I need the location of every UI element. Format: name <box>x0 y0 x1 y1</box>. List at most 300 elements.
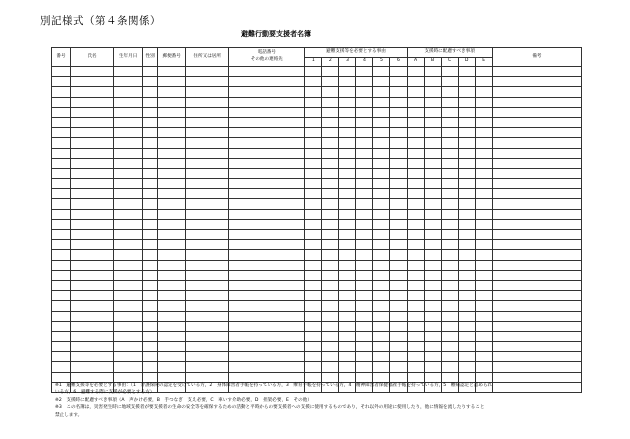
table-cell[interactable] <box>458 67 475 77</box>
table-cell[interactable] <box>229 77 305 87</box>
table-cell[interactable] <box>407 352 424 362</box>
table-cell[interactable] <box>305 179 322 189</box>
table-cell[interactable] <box>322 138 339 148</box>
table-cell[interactable] <box>424 117 441 127</box>
table-cell[interactable] <box>158 270 186 280</box>
table-cell[interactable] <box>492 352 581 362</box>
table-cell[interactable] <box>229 179 305 189</box>
table-cell[interactable] <box>305 199 322 209</box>
table-cell[interactable] <box>339 67 356 77</box>
table-cell[interactable] <box>186 331 229 341</box>
table-cell[interactable] <box>373 230 390 240</box>
table-cell[interactable] <box>373 270 390 280</box>
table-cell[interactable] <box>71 240 114 250</box>
table-cell[interactable] <box>390 230 407 240</box>
table-cell[interactable] <box>373 352 390 362</box>
table-cell[interactable] <box>143 199 158 209</box>
table-cell[interactable] <box>229 342 305 352</box>
table-cell[interactable] <box>305 352 322 362</box>
table-cell[interactable] <box>390 301 407 311</box>
table-cell[interactable] <box>114 291 143 301</box>
table-cell[interactable] <box>186 189 229 199</box>
table-cell[interactable] <box>143 372 158 382</box>
table-cell[interactable] <box>407 230 424 240</box>
table-cell[interactable] <box>186 87 229 97</box>
table-cell[interactable] <box>158 250 186 260</box>
table-cell[interactable] <box>492 97 581 107</box>
table-cell[interactable] <box>229 189 305 199</box>
table-cell[interactable] <box>114 107 143 117</box>
table-cell[interactable] <box>475 372 492 382</box>
table-cell[interactable] <box>52 179 71 189</box>
table-cell[interactable] <box>475 179 492 189</box>
table-cell[interactable] <box>229 209 305 219</box>
table-cell[interactable] <box>339 179 356 189</box>
table-cell[interactable] <box>441 209 458 219</box>
table-cell[interactable] <box>158 352 186 362</box>
table-cell[interactable] <box>492 117 581 127</box>
table-cell[interactable] <box>229 199 305 209</box>
table-cell[interactable] <box>458 107 475 117</box>
table-cell[interactable] <box>305 77 322 87</box>
table-cell[interactable] <box>424 362 441 372</box>
table-cell[interactable] <box>424 260 441 270</box>
table-cell[interactable] <box>458 189 475 199</box>
table-cell[interactable] <box>441 117 458 127</box>
table-cell[interactable] <box>71 107 114 117</box>
table-cell[interactable] <box>158 158 186 168</box>
table-cell[interactable] <box>441 372 458 382</box>
table-cell[interactable] <box>407 372 424 382</box>
table-cell[interactable] <box>458 301 475 311</box>
table-cell[interactable] <box>424 189 441 199</box>
table-cell[interactable] <box>229 280 305 290</box>
table-cell[interactable] <box>158 199 186 209</box>
table-cell[interactable] <box>492 250 581 260</box>
table-cell[interactable] <box>143 128 158 138</box>
table-cell[interactable] <box>458 117 475 127</box>
table-cell[interactable] <box>390 179 407 189</box>
table-cell[interactable] <box>143 240 158 250</box>
table-cell[interactable] <box>373 209 390 219</box>
table-cell[interactable] <box>52 240 71 250</box>
table-cell[interactable] <box>475 107 492 117</box>
table-cell[interactable] <box>143 362 158 372</box>
table-cell[interactable] <box>424 250 441 260</box>
table-cell[interactable] <box>475 342 492 352</box>
table-cell[interactable] <box>407 179 424 189</box>
table-cell[interactable] <box>143 158 158 168</box>
table-cell[interactable] <box>373 179 390 189</box>
table-cell[interactable] <box>229 372 305 382</box>
table-cell[interactable] <box>52 97 71 107</box>
table-cell[interactable] <box>390 260 407 270</box>
table-cell[interactable] <box>492 107 581 117</box>
table-cell[interactable] <box>339 158 356 168</box>
table-cell[interactable] <box>390 291 407 301</box>
table-cell[interactable] <box>390 77 407 87</box>
table-cell[interactable] <box>407 331 424 341</box>
table-cell[interactable] <box>441 230 458 240</box>
table-cell[interactable] <box>339 168 356 178</box>
table-cell[interactable] <box>390 128 407 138</box>
table-cell[interactable] <box>186 352 229 362</box>
table-cell[interactable] <box>339 250 356 260</box>
table-cell[interactable] <box>143 107 158 117</box>
table-cell[interactable] <box>114 230 143 240</box>
table-cell[interactable] <box>373 77 390 87</box>
table-cell[interactable] <box>71 331 114 341</box>
table-cell[interactable] <box>229 148 305 158</box>
table-cell[interactable] <box>475 168 492 178</box>
table-cell[interactable] <box>305 148 322 158</box>
table-cell[interactable] <box>143 179 158 189</box>
table-cell[interactable] <box>356 117 373 127</box>
table-cell[interactable] <box>186 372 229 382</box>
table-cell[interactable] <box>71 158 114 168</box>
table-cell[interactable] <box>492 230 581 240</box>
table-cell[interactable] <box>390 199 407 209</box>
table-cell[interactable] <box>322 199 339 209</box>
table-cell[interactable] <box>407 260 424 270</box>
table-cell[interactable] <box>52 280 71 290</box>
table-cell[interactable] <box>322 280 339 290</box>
table-cell[interactable] <box>441 311 458 321</box>
table-cell[interactable] <box>356 77 373 87</box>
table-cell[interactable] <box>424 352 441 362</box>
table-cell[interactable] <box>322 331 339 341</box>
table-cell[interactable] <box>114 311 143 321</box>
table-cell[interactable] <box>424 270 441 280</box>
table-cell[interactable] <box>407 250 424 260</box>
table-cell[interactable] <box>71 77 114 87</box>
table-cell[interactable] <box>114 280 143 290</box>
table-cell[interactable] <box>305 138 322 148</box>
table-cell[interactable] <box>143 97 158 107</box>
table-cell[interactable] <box>114 179 143 189</box>
table-cell[interactable] <box>475 362 492 372</box>
table-cell[interactable] <box>356 209 373 219</box>
table-cell[interactable] <box>356 331 373 341</box>
table-cell[interactable] <box>492 280 581 290</box>
table-cell[interactable] <box>373 311 390 321</box>
table-cell[interactable] <box>158 117 186 127</box>
table-cell[interactable] <box>407 158 424 168</box>
table-cell[interactable] <box>492 87 581 97</box>
table-cell[interactable] <box>114 138 143 148</box>
table-cell[interactable] <box>305 270 322 280</box>
table-cell[interactable] <box>322 117 339 127</box>
table-cell[interactable] <box>339 209 356 219</box>
table-cell[interactable] <box>373 219 390 229</box>
table-cell[interactable] <box>339 219 356 229</box>
table-cell[interactable] <box>71 230 114 240</box>
table-cell[interactable] <box>339 270 356 280</box>
table-cell[interactable] <box>186 240 229 250</box>
table-cell[interactable] <box>52 117 71 127</box>
table-cell[interactable] <box>424 240 441 250</box>
table-cell[interactable] <box>475 260 492 270</box>
table-cell[interactable] <box>373 128 390 138</box>
table-cell[interactable] <box>71 117 114 127</box>
table-cell[interactable] <box>407 219 424 229</box>
table-cell[interactable] <box>158 67 186 77</box>
table-cell[interactable] <box>114 128 143 138</box>
table-cell[interactable] <box>441 342 458 352</box>
table-cell[interactable] <box>158 107 186 117</box>
table-cell[interactable] <box>143 230 158 240</box>
table-cell[interactable] <box>158 280 186 290</box>
table-cell[interactable] <box>71 67 114 77</box>
table-cell[interactable] <box>407 128 424 138</box>
table-cell[interactable] <box>339 260 356 270</box>
table-cell[interactable] <box>305 342 322 352</box>
table-cell[interactable] <box>492 158 581 168</box>
table-cell[interactable] <box>407 87 424 97</box>
table-cell[interactable] <box>305 331 322 341</box>
table-cell[interactable] <box>339 311 356 321</box>
table-cell[interactable] <box>356 311 373 321</box>
table-cell[interactable] <box>424 107 441 117</box>
table-cell[interactable] <box>441 291 458 301</box>
table-cell[interactable] <box>158 311 186 321</box>
table-cell[interactable] <box>390 87 407 97</box>
table-cell[interactable] <box>339 189 356 199</box>
table-cell[interactable] <box>492 77 581 87</box>
table-cell[interactable] <box>186 321 229 331</box>
table-cell[interactable] <box>114 87 143 97</box>
table-cell[interactable] <box>424 128 441 138</box>
table-cell[interactable] <box>424 321 441 331</box>
table-cell[interactable] <box>114 158 143 168</box>
table-cell[interactable] <box>322 209 339 219</box>
table-cell[interactable] <box>305 189 322 199</box>
table-cell[interactable] <box>390 219 407 229</box>
table-cell[interactable] <box>158 301 186 311</box>
table-cell[interactable] <box>322 250 339 260</box>
table-cell[interactable] <box>424 179 441 189</box>
table-cell[interactable] <box>143 342 158 352</box>
table-cell[interactable] <box>475 280 492 290</box>
table-cell[interactable] <box>390 352 407 362</box>
table-cell[interactable] <box>373 158 390 168</box>
table-cell[interactable] <box>114 117 143 127</box>
table-cell[interactable] <box>186 250 229 260</box>
table-cell[interactable] <box>339 148 356 158</box>
table-cell[interactable] <box>143 168 158 178</box>
table-cell[interactable] <box>475 250 492 260</box>
table-cell[interactable] <box>71 179 114 189</box>
table-cell[interactable] <box>71 87 114 97</box>
table-cell[interactable] <box>373 148 390 158</box>
table-cell[interactable] <box>186 311 229 321</box>
table-cell[interactable] <box>114 342 143 352</box>
table-cell[interactable] <box>305 321 322 331</box>
table-cell[interactable] <box>458 209 475 219</box>
table-cell[interactable] <box>322 148 339 158</box>
table-cell[interactable] <box>52 311 71 321</box>
table-cell[interactable] <box>424 311 441 321</box>
table-cell[interactable] <box>322 260 339 270</box>
table-cell[interactable] <box>71 311 114 321</box>
table-cell[interactable] <box>229 97 305 107</box>
table-cell[interactable] <box>71 199 114 209</box>
table-cell[interactable] <box>71 128 114 138</box>
table-cell[interactable] <box>71 219 114 229</box>
table-cell[interactable] <box>407 107 424 117</box>
table-cell[interactable] <box>322 342 339 352</box>
table-cell[interactable] <box>305 311 322 321</box>
table-cell[interactable] <box>52 168 71 178</box>
table-cell[interactable] <box>186 67 229 77</box>
table-cell[interactable] <box>158 97 186 107</box>
table-cell[interactable] <box>339 301 356 311</box>
table-cell[interactable] <box>424 77 441 87</box>
table-cell[interactable] <box>322 77 339 87</box>
table-cell[interactable] <box>424 97 441 107</box>
table-cell[interactable] <box>158 148 186 158</box>
table-cell[interactable] <box>407 240 424 250</box>
table-cell[interactable] <box>475 311 492 321</box>
table-cell[interactable] <box>52 321 71 331</box>
table-cell[interactable] <box>424 148 441 158</box>
table-cell[interactable] <box>441 97 458 107</box>
table-cell[interactable] <box>373 331 390 341</box>
table-cell[interactable] <box>339 352 356 362</box>
table-cell[interactable] <box>186 260 229 270</box>
table-cell[interactable] <box>305 372 322 382</box>
table-cell[interactable] <box>373 321 390 331</box>
table-cell[interactable] <box>305 301 322 311</box>
table-cell[interactable] <box>322 107 339 117</box>
table-cell[interactable] <box>114 250 143 260</box>
table-cell[interactable] <box>229 240 305 250</box>
table-cell[interactable] <box>458 260 475 270</box>
table-cell[interactable] <box>390 240 407 250</box>
table-cell[interactable] <box>143 280 158 290</box>
table-cell[interactable] <box>322 321 339 331</box>
table-cell[interactable] <box>475 230 492 240</box>
table-cell[interactable] <box>475 97 492 107</box>
table-cell[interactable] <box>373 240 390 250</box>
table-cell[interactable] <box>475 352 492 362</box>
table-cell[interactable] <box>339 342 356 352</box>
table-cell[interactable] <box>322 219 339 229</box>
table-cell[interactable] <box>441 138 458 148</box>
table-cell[interactable] <box>441 270 458 280</box>
table-cell[interactable] <box>158 230 186 240</box>
table-cell[interactable] <box>390 311 407 321</box>
table-cell[interactable] <box>229 311 305 321</box>
table-cell[interactable] <box>475 138 492 148</box>
table-cell[interactable] <box>475 240 492 250</box>
table-cell[interactable] <box>305 87 322 97</box>
table-cell[interactable] <box>407 270 424 280</box>
table-cell[interactable] <box>356 87 373 97</box>
table-cell[interactable] <box>52 158 71 168</box>
table-cell[interactable] <box>356 199 373 209</box>
table-cell[interactable] <box>458 97 475 107</box>
table-cell[interactable] <box>492 168 581 178</box>
table-cell[interactable] <box>356 158 373 168</box>
table-cell[interactable] <box>441 148 458 158</box>
table-cell[interactable] <box>158 77 186 87</box>
table-cell[interactable] <box>52 230 71 240</box>
table-cell[interactable] <box>229 260 305 270</box>
table-cell[interactable] <box>390 280 407 290</box>
table-cell[interactable] <box>322 87 339 97</box>
table-cell[interactable] <box>441 250 458 260</box>
table-cell[interactable] <box>373 260 390 270</box>
table-cell[interactable] <box>373 107 390 117</box>
table-cell[interactable] <box>114 301 143 311</box>
table-cell[interactable] <box>492 148 581 158</box>
table-cell[interactable] <box>424 291 441 301</box>
table-cell[interactable] <box>356 280 373 290</box>
table-cell[interactable] <box>458 138 475 148</box>
table-cell[interactable] <box>458 179 475 189</box>
table-cell[interactable] <box>373 372 390 382</box>
table-cell[interactable] <box>71 291 114 301</box>
table-cell[interactable] <box>492 301 581 311</box>
table-cell[interactable] <box>186 342 229 352</box>
table-cell[interactable] <box>373 168 390 178</box>
table-cell[interactable] <box>356 107 373 117</box>
table-cell[interactable] <box>186 270 229 280</box>
table-cell[interactable] <box>458 270 475 280</box>
table-cell[interactable] <box>475 219 492 229</box>
table-cell[interactable] <box>305 209 322 219</box>
table-cell[interactable] <box>356 179 373 189</box>
table-cell[interactable] <box>143 321 158 331</box>
table-cell[interactable] <box>373 117 390 127</box>
table-cell[interactable] <box>143 291 158 301</box>
table-cell[interactable] <box>52 67 71 77</box>
table-cell[interactable] <box>441 260 458 270</box>
table-cell[interactable] <box>339 291 356 301</box>
table-cell[interactable] <box>373 301 390 311</box>
table-cell[interactable] <box>492 321 581 331</box>
table-cell[interactable] <box>143 352 158 362</box>
table-cell[interactable] <box>390 67 407 77</box>
table-cell[interactable] <box>71 301 114 311</box>
table-cell[interactable] <box>322 352 339 362</box>
table-cell[interactable] <box>186 168 229 178</box>
table-cell[interactable] <box>441 107 458 117</box>
table-cell[interactable] <box>390 97 407 107</box>
table-cell[interactable] <box>492 291 581 301</box>
table-cell[interactable] <box>186 97 229 107</box>
table-cell[interactable] <box>71 260 114 270</box>
table-cell[interactable] <box>114 168 143 178</box>
table-cell[interactable] <box>390 158 407 168</box>
table-cell[interactable] <box>373 291 390 301</box>
table-cell[interactable] <box>407 138 424 148</box>
table-cell[interactable] <box>356 291 373 301</box>
table-cell[interactable] <box>458 77 475 87</box>
table-cell[interactable] <box>229 352 305 362</box>
table-cell[interactable] <box>229 270 305 280</box>
table-cell[interactable] <box>305 67 322 77</box>
table-cell[interactable] <box>52 352 71 362</box>
table-cell[interactable] <box>229 301 305 311</box>
table-cell[interactable] <box>322 67 339 77</box>
table-cell[interactable] <box>373 189 390 199</box>
table-cell[interactable] <box>158 372 186 382</box>
table-cell[interactable] <box>114 362 143 372</box>
table-cell[interactable] <box>339 280 356 290</box>
table-cell[interactable] <box>322 230 339 240</box>
